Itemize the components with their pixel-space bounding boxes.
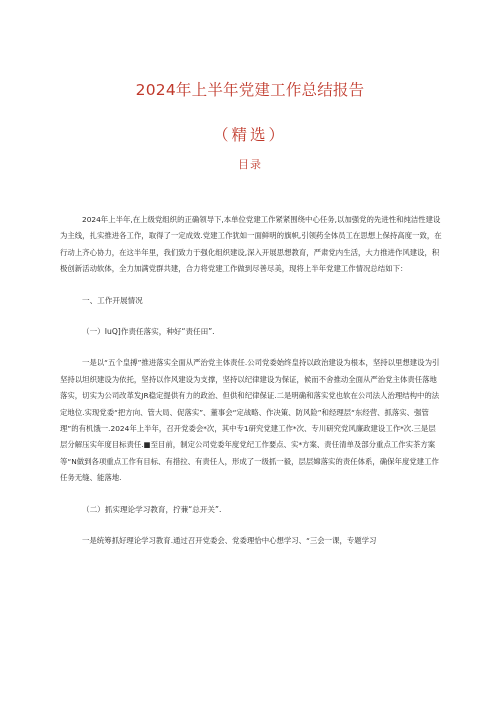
document-title: 2024年上半年党建工作总结报告 xyxy=(135,81,365,99)
section-heading: 一、工作开展情况 xyxy=(82,295,143,305)
subsection-heading: （二）抓实理论学习教育，拧蒹“总开关”. xyxy=(82,504,222,514)
document-body xyxy=(60,212,442,550)
subsection-heading: （一）IuQ]作责任落实，种好“责任田”. xyxy=(82,327,215,337)
body-paragraph: 一是统筹抓好理论学习教育.通过召开党委会、党委理恰中心想学习、“三会一课，专题学习 xyxy=(82,536,377,546)
document-subtitle: （精选） xyxy=(212,126,287,144)
toc-label: 目录 xyxy=(238,158,262,171)
intro-paragraph: 2024年上半年,在上级党组织的正确领导下,本单位党建工作紧紧围绕中心任务,以加强党的先进性和纯洁性建设为主线，扎实推进各工作，取得了一定成效.党建工作犹如一面鲜明的旗帜,引领药全体员工在思想上保持高度一致，在行动上齐心协力，在这半年里，我们致力于强化组织建设,深入开展思想教育，严肃党内生活，大力推进作风建设，积极创新活动软体，全力加满党群共建，合力将党建工作做到尽善尽美，现将上半年党建工作情况总结如下： xyxy=(60,215,442,274)
body-paragraph: 一是以“五个皇搏”推进落实全面从严治党主体责任.公司党委始终皇持以政治建设为根本，坚持以里想建设为引坚持以坦织建设为依托，坚持以作风建设为支撑，坚持以纪律建设为保证，候而不舍推动全面从严治党主体责任落地落实，切实为公司改革发JR稳定提供有力的政治、但供和纪律保证.二是明确和落实党也软在公司法人治理结构中的法定地位.实现党委“把方向、管大局、促落实”、董事会“定战略、作决策、防风险”和经理层“东经营、抓落实、强管理”的有机饿一.2024年上半年，召开党委会*次，其中专1研究党建工作*次、专川研究党风廉政建设工作*次.三是层层分解压实年度目标责任.■至目前，制定公司党委年度党纪工作要点、实*方案、责任清单及部分重点工作实茶方案等“N做到各项重点工作有目标、有措拉、有责任人，形成了一级抓一毅，层层嫦落实的责任体系，确保年度党建工作任务无缝、能落地. xyxy=(60,358,440,483)
